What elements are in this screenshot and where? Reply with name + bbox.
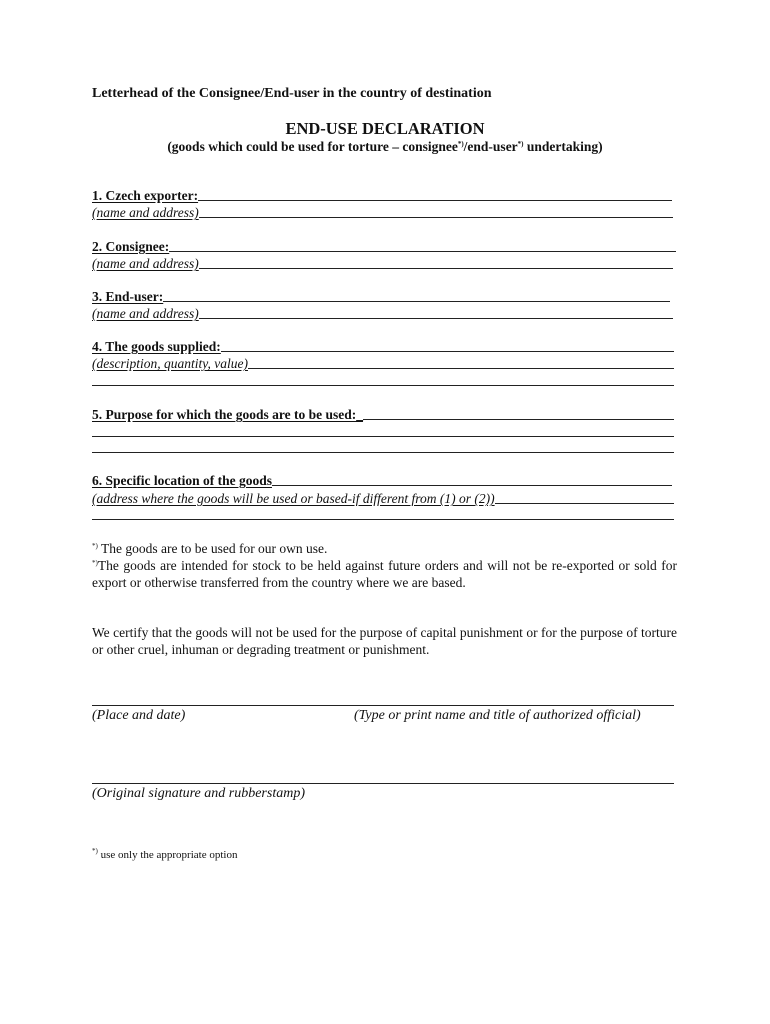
location-hint: (address where the goods will be used or based-if different from (1) or (2)) <box>92 491 495 506</box>
purpose-extra-line[interactable] <box>92 452 674 453</box>
end-user-hint: (name and address) <box>92 306 199 321</box>
location-extra-line[interactable] <box>92 519 674 520</box>
goods-hint: (description, quantity, value) <box>92 356 248 371</box>
end-user-hint-field[interactable] <box>92 305 673 321</box>
signature-label: (Original signature and rubberstamp) <box>92 786 305 801</box>
subtitle-part: (goods which could be used for torture – consignee <box>167 139 458 154</box>
option-own-use <box>92 540 677 557</box>
subtitle-footnote-mark: *) <box>517 140 524 148</box>
page-title: END-USE DECLARATION <box>285 119 485 138</box>
place-date-label: (Place and date) <box>92 708 186 723</box>
footnote-text: use only the appropriate option <box>97 849 238 861</box>
end-user-hint-line[interactable] <box>199 318 673 319</box>
purpose-input-line[interactable] <box>363 419 674 420</box>
exporter-label: 1. Czech exporter: <box>92 188 199 203</box>
subtitle-part: /end-user <box>463 139 518 154</box>
goods-extra-line[interactable] <box>92 385 674 386</box>
option-footnote-mark: *) <box>92 542 98 550</box>
official-name-label: (Type or print name and title of authorized official) <box>354 708 641 723</box>
option-footnote-mark: *) <box>92 559 98 567</box>
subtitle-part: undertaking) <box>523 139 603 154</box>
location-field[interactable] <box>92 472 672 488</box>
location-hint-field[interactable] <box>92 490 674 506</box>
footnote-mark: *) <box>92 847 98 855</box>
consignee-hint-line[interactable] <box>199 268 673 269</box>
goods-field[interactable] <box>92 338 674 354</box>
signature-line[interactable] <box>92 783 674 784</box>
end-user-label: 3. End-user: <box>92 289 164 304</box>
purpose-label: 5. Purpose for which the goods are to be used:_ <box>92 407 364 422</box>
subtitle-footnote-mark: *) <box>457 140 464 148</box>
option-stock-text: The goods are intended for stock to be held against future orders and will not be re-exported or sold for export or otherwise transferred from the country where we are based. <box>92 558 677 590</box>
page-subtitle <box>0 139 770 155</box>
exporter-hint: (name and address) <box>92 205 199 220</box>
end-user-field[interactable] <box>92 288 670 304</box>
goods-hint-field[interactable] <box>92 355 674 371</box>
goods-input-line[interactable] <box>221 351 674 352</box>
consignee-input-line[interactable] <box>169 251 676 252</box>
place-date-signature-line[interactable] <box>92 705 674 706</box>
consignee-hint-field[interactable] <box>92 255 673 271</box>
location-input-line[interactable] <box>272 485 672 486</box>
exporter-hint-field[interactable] <box>92 204 673 220</box>
option-own-use-text: The goods are to be used for our own use. <box>100 541 328 556</box>
exporter-hint-line[interactable] <box>199 217 673 218</box>
exporter-input-line[interactable] <box>198 200 672 201</box>
location-hint-line[interactable] <box>495 503 674 504</box>
consignee-hint: (name and address) <box>92 256 199 271</box>
consignee-field[interactable] <box>92 238 676 254</box>
exporter-field[interactable] <box>92 187 672 203</box>
consignee-label: 2. Consignee: <box>92 239 170 254</box>
goods-label: 4. The goods supplied: <box>92 339 221 354</box>
footnote <box>92 849 237 861</box>
end-user-input-line[interactable] <box>163 301 670 302</box>
goods-hint-line[interactable] <box>248 368 674 369</box>
letterhead-text: Letterhead of the Consignee/End-user in the country of destination <box>92 86 492 101</box>
option-stock <box>92 557 677 591</box>
purpose-extra-line[interactable] <box>92 436 674 437</box>
certification-text: We certify that the goods will not be used for the purpose of capital punishment or for the purpose of torture or other cruel, inhuman or degrading treatment or punishment. <box>92 625 677 657</box>
purpose-field[interactable] <box>92 406 674 422</box>
location-label: 6. Specific location of the goods <box>92 473 272 488</box>
